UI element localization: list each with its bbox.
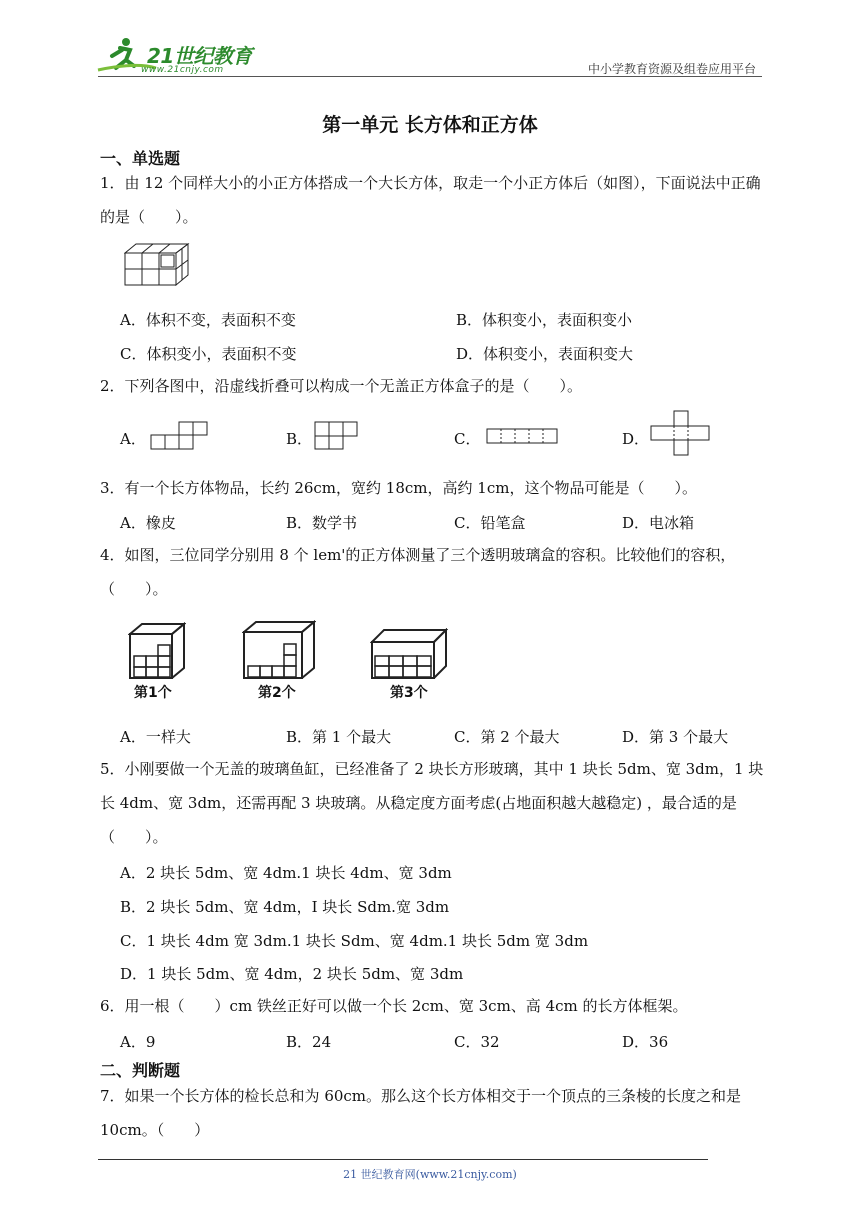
- question-6-option-b: B．24: [286, 1033, 332, 1051]
- question-1-text: 1．由 12 个同样大小的小正方体搭成一个大长方体，取走一个小正方体后（如图），下面说法中正确的是（ ）。: [100, 174, 761, 226]
- question-3-option-c: C．铅笔盒: [454, 514, 526, 532]
- question-1-option-c: C．体积变小，表面积不变: [120, 345, 297, 363]
- question-4-box-2: [242, 620, 316, 680]
- question-2-text: 2．下列各图中，沿虚线折叠可以构成一个无盖正方体盒子的是（ ）。: [100, 377, 583, 395]
- question-7-text: 7．如果一个长方体的检长总和为 60cm。那么这个长方体相交于一个顶点的三条棱的长度之和是 10cm。（ ）: [100, 1087, 742, 1139]
- question-5-text: 5．小刚要做一个无盖的玻璃鱼缸，已经准备了 2 块长方形玻璃，其中 1 块长 5dm、宽 3dm，1 块长 4dm、宽 3dm，还需再配 3 块玻璃。从稳定度方面考虑(占地面积越大越稳定) ，最合适的是（ ）。: [100, 760, 764, 846]
- question-4-option-a: A．一样大: [120, 728, 191, 746]
- question-6-option-d: D．36: [622, 1033, 669, 1051]
- question-2-option-b: B．: [286, 430, 313, 448]
- logo-text: 21世纪教育: [147, 44, 252, 68]
- question-5-option-a: A．2 块长 5dm、宽 4dm.1 块长 4dm、宽 3dm: [120, 864, 452, 882]
- question-4-caption-2: 第2个: [258, 685, 296, 701]
- question-3-option-d: D．电冰箱: [622, 514, 695, 532]
- question-4-box-1: [128, 622, 186, 680]
- question-4-option-b: B．第 1 个最大: [286, 728, 392, 746]
- question-4-caption-3: 第3个: [390, 685, 428, 701]
- logo-url: www.21cnjy.com: [141, 65, 224, 75]
- question-1-option-d: D．体积变小，表面积变大: [456, 345, 634, 363]
- question-4-text: 4．如图，三位同学分别用 8 个 lem'的正方体测量了三个透明玻璃盒的容积。比较他们的容积，（ ）。: [100, 546, 736, 598]
- question-4-option-c: C．第 2 个最大: [454, 728, 560, 746]
- question-1-option-a: A．体积不变，表面积不变: [120, 311, 296, 329]
- section-heading-choice: 一、单选题: [100, 149, 181, 168]
- footer-text: 21 世纪教育网(www.21cnjy.com): [343, 1168, 517, 1181]
- question-2-net-a: [150, 421, 212, 451]
- question-1-cube-figure: [124, 242, 190, 286]
- section-heading-judgement: 二、判断题: [100, 1061, 181, 1080]
- question-1-option-b: B．体积变小，表面积变小: [456, 311, 633, 329]
- footer-divider: [98, 1159, 708, 1160]
- question-3-text: 3．有一个长方体物品，长约 26cm，宽约 18cm，高约 1cm，这个物品可能是（ ）。: [100, 479, 697, 497]
- page-title: 第一单元 长方体和正方体: [322, 114, 538, 136]
- question-6-text: 6．用一根（ ）cm 铁丝正好可以做一个长 2cm、宽 3cm、高 4cm 的长方体框架。: [100, 997, 688, 1015]
- question-3-option-a: A．橡皮: [120, 514, 176, 532]
- question-4-box-3: [370, 628, 448, 680]
- question-6-option-a: A．9: [120, 1033, 156, 1051]
- question-6-option-c: C．32: [454, 1033, 500, 1051]
- platform-label: 中小学教育资源及组卷应用平台: [587, 62, 756, 76]
- question-5-option-b: B．2 块长 5dm、宽 4dm，I 块长 Sdm.宽 3dm: [120, 898, 450, 916]
- question-4-caption-1: 第1个: [134, 685, 172, 701]
- question-2-net-b: [314, 421, 362, 451]
- question-2-option-a: A．: [120, 430, 146, 448]
- question-2-option-c: C．: [454, 430, 481, 448]
- header-divider: [98, 76, 762, 77]
- question-2-net-d: [650, 410, 712, 458]
- question-5-option-d: D．1 块长 5dm、宽 4dm，2 块长 5dm、宽 3dm: [120, 965, 464, 983]
- question-5-option-c: C．1 块长 4dm 宽 3dm.1 块长 Sdm、宽 4dm.1 块长 5dm 宽 3dm: [120, 932, 589, 950]
- question-3-option-b: B．数学书: [286, 514, 358, 532]
- question-2-option-d: D．: [622, 430, 650, 448]
- question-2-net-c: [486, 428, 560, 446]
- question-4-option-d: D．第 3 个最大: [622, 728, 729, 746]
